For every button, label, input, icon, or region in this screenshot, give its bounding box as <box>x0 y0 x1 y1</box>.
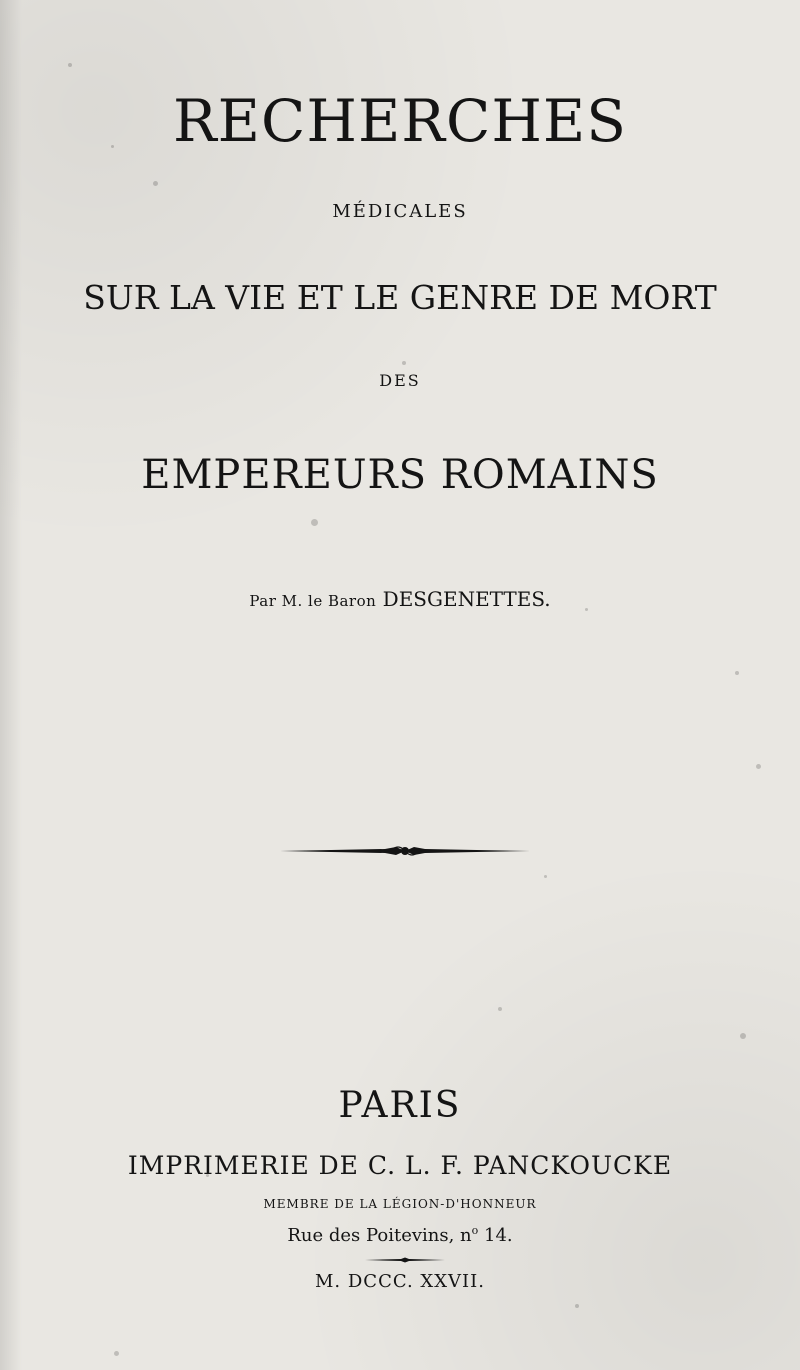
main-title: RECHERCHES <box>172 87 627 155</box>
paper-spot <box>498 1007 502 1011</box>
author-prefix: Par M. le Baron <box>249 592 377 610</box>
paper-spot <box>153 181 158 186</box>
printer-note: MEMBRE DE LA LÉGION-D'HONNEUR <box>263 1197 537 1211</box>
paper-spot <box>735 671 739 675</box>
author-name: DESGENETTES. <box>382 587 551 611</box>
paper-spot <box>756 764 761 769</box>
address-main: Rue des Poitevins, n <box>287 1225 472 1246</box>
small-rule <box>365 1257 445 1263</box>
publication-city: PARIS <box>338 1085 462 1126</box>
address-number: 14. <box>478 1225 513 1246</box>
author-line <box>0 589 800 609</box>
subtitle-medicales: MÉDICALES <box>332 201 468 222</box>
subtitle-life-and-death: SUR LA VIE ET LE GENRE DE MORT <box>83 278 717 317</box>
paper-spot <box>311 519 318 526</box>
subtitle-emperors: EMPEREURS ROMAINS <box>141 452 659 498</box>
paper-spot <box>740 1033 746 1039</box>
address-superscript: o <box>471 1224 479 1237</box>
subtitle-des: DES <box>379 371 421 390</box>
publication-date: M. DCCC. XXVII. <box>315 1271 485 1292</box>
paper-spot <box>68 63 72 67</box>
printer-name: IMPRIMERIE DE C. L. F. PANCKOUCKE <box>127 1151 673 1180</box>
paper-spot <box>114 1351 119 1356</box>
printer-address <box>0 1225 800 1245</box>
ornamental-rule <box>280 840 530 862</box>
paper-spot <box>402 361 406 365</box>
paper-spot <box>575 1304 579 1308</box>
paper-spot <box>544 875 547 878</box>
